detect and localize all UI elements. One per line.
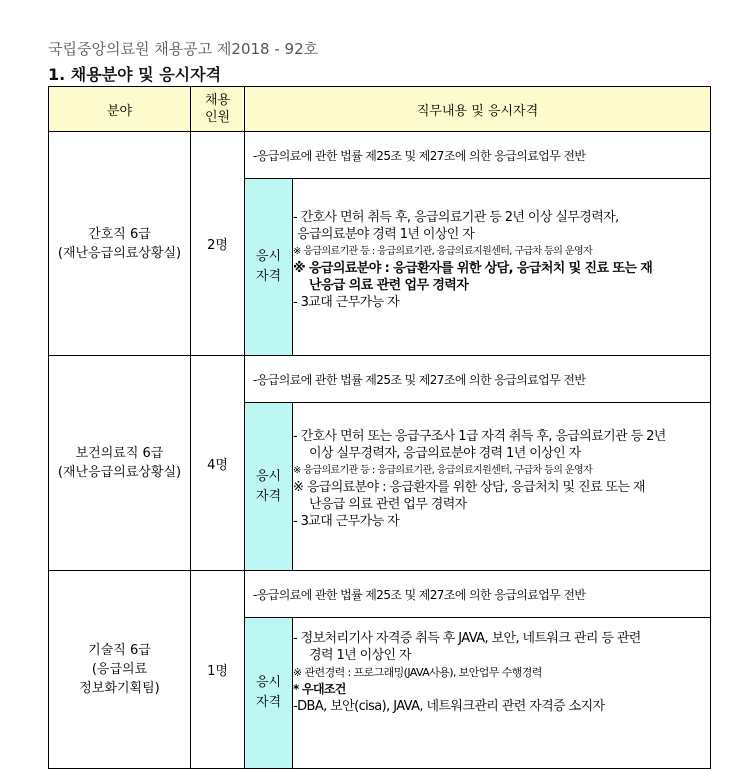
qualification-note: ※ 응급의료기관 등 : 응급의료기관, 응급의료지원센터, 구급차 등의 운영자: [293, 246, 593, 257]
qualification-label-1: 응시: [255, 249, 282, 264]
qualification-wrap: [245, 403, 711, 571]
qualification-note: ※ 응급의료기관 등 : 응급의료기관, 응급의료지원센터, 구급차 등의 운영자: [293, 465, 593, 476]
qualification-body: [293, 179, 711, 355]
table-row: [49, 132, 711, 179]
table-header-row: [49, 87, 711, 132]
table-row: [49, 356, 711, 403]
field-name: 기술직 6급: [88, 643, 151, 658]
qualification-label: [245, 403, 293, 570]
qualification-emphasis: ※ 응급의료분야 : 응급환자를 위한 상담, 응급처치 및 진료 또는 재: [293, 261, 653, 276]
field-name: 간호직 6급: [88, 226, 151, 242]
qualification-body: [293, 403, 711, 570]
qualification-line: - 간호사 면허 또는 응급구조사 1급 자격 취득 후, 응급의료기관 등 2년: [293, 429, 666, 444]
notice-title: 국립중앙의료원 채용공고 제2018 - 92호: [48, 40, 319, 58]
header-field: 분야: [49, 87, 191, 132]
headcount: 4명: [191, 356, 245, 571]
headcount: 2명: [191, 132, 245, 356]
qualification-label-1: 응시: [255, 468, 282, 484]
qualification-label-1: 응시: [255, 675, 282, 690]
section-title: 1. 채용분야 및 응시자격: [48, 65, 222, 84]
qualification-label-2: 자격: [255, 695, 282, 710]
field-unit: (재난응급의료상황실): [57, 245, 182, 261]
header-duty: 직무내용 및 응시자격: [245, 87, 711, 132]
preference-heading: * 우대조건: [293, 682, 346, 696]
qualification-line: - 3교대 근무가능 자: [293, 295, 400, 310]
qualification-label-2: 자격: [255, 269, 282, 284]
qualification-table: [245, 618, 710, 768]
header-count-line-2: 인원: [204, 110, 231, 125]
qualification-table: [245, 403, 710, 570]
field-unit: (응급의료: [91, 662, 148, 677]
duty-description: -응급의료에 관한 법률 제25조 및 제27조에 의한 응급의료업무 전반: [245, 356, 711, 403]
qualification-line: 이상 실무경력자, 응급의료분야 경력 1년 이상인 자: [309, 446, 581, 461]
qualification-wrap: [245, 618, 711, 769]
qualification-emphasis: 난응급 의료 관련 업무 경력자: [309, 278, 469, 293]
qualification-label: [245, 618, 293, 768]
header-count-line-1: 채용: [204, 93, 231, 108]
qualification-line: 경력 1년 이상인 자: [309, 648, 411, 663]
qualification-line: - 정보처리기사 자격증 취득 후 JAVA, 보안, 네트워크 관리 등 관련: [293, 631, 641, 646]
qualification-wrap: [245, 179, 711, 356]
qualification-line: -DBA, 보안(cisa), JAVA, 네트워크관리 관련 자격증 소지자: [293, 699, 605, 714]
qualification-line: - 3교대 근무가능 자: [293, 514, 400, 529]
field-unit: (재난응급의료상황실): [57, 465, 182, 480]
qualification-line: 난응급 의료 관련 업무 경력자: [309, 497, 467, 512]
field-name: 보건의료직 6급: [75, 446, 164, 461]
qualification-label-2: 자격: [255, 488, 282, 504]
qualification-note: ※ 관련경력 : 프로그래밍(JAVA사용), 보안업무 수행경력: [293, 666, 542, 679]
qualification-label: [245, 179, 293, 355]
qualification-line: ※ 응급의료분야 : 응급환자를 위한 상담, 응급처치 및 진료 또는 재: [293, 480, 645, 495]
field-cell: [49, 571, 191, 769]
duty-description: -응급의료에 관한 법률 제25조 및 제27조에 의한 응급의료업무 전반: [245, 132, 711, 179]
qualification-table: [245, 179, 710, 355]
headcount: 1명: [191, 571, 245, 769]
field-cell: [49, 132, 191, 356]
qualification-line: - 간호사 면허 취득 후, 응급의료기관 등 2년 이상 실무경력자,: [293, 210, 619, 225]
qualification-body: [293, 618, 711, 768]
field-cell: [49, 356, 191, 571]
table-row: [49, 571, 711, 618]
qualification-line: 응급의료분야 경력 1년 이상인 자: [297, 227, 475, 242]
header-count: [191, 87, 245, 132]
recruitment-table: [48, 86, 711, 769]
duty-description: -응급의료에 관한 법률 제25조 및 제27조에 의한 응급의료업무 전반: [245, 571, 711, 618]
field-team: 정보화기획팀): [79, 681, 160, 696]
